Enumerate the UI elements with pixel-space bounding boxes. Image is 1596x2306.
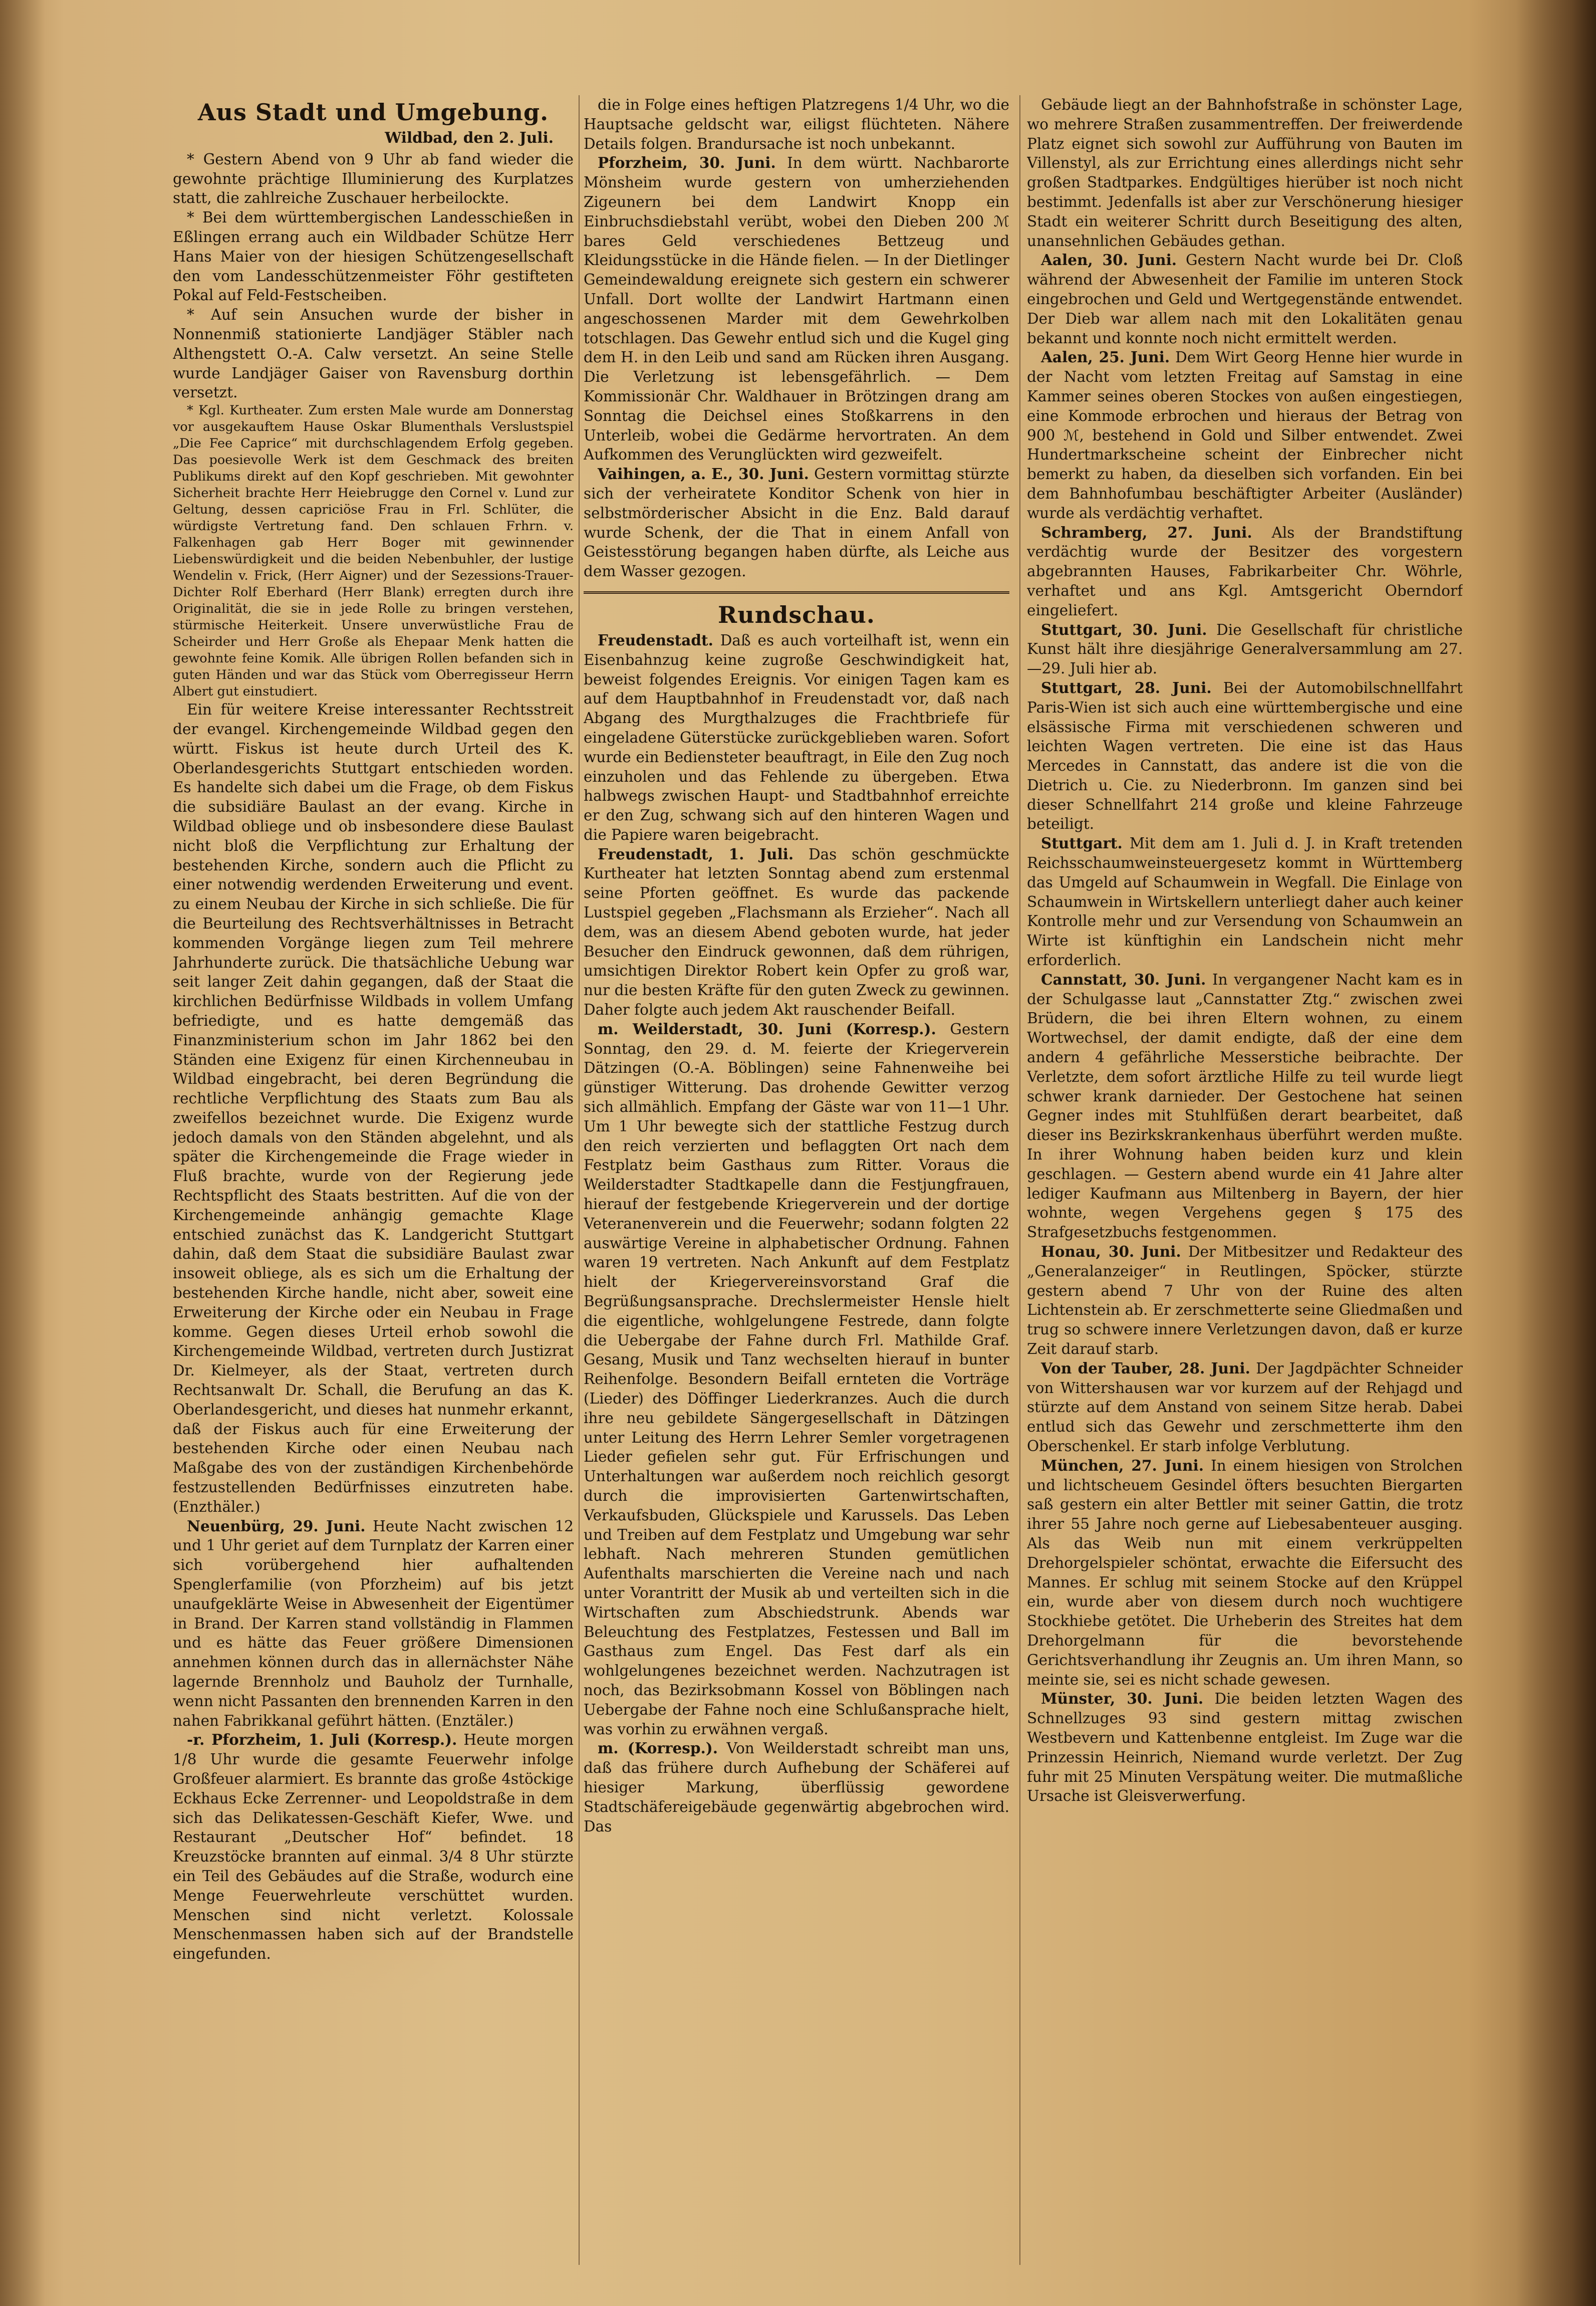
article-paragraph — [1027, 970, 1463, 1242]
article-dateline: Aalen, 30. Juni. — [1041, 251, 1177, 269]
article-paragraph — [1027, 1359, 1463, 1456]
article-text: Gestern vormittag stürzte sich der verheiratete Konditor Schenk von hier in selbstmörderischer Absicht in die Enz. Bald darauf wurde Schenk, der die That in einem Anfall von Geistesstörung begangen haben dürfte, als Leiche aus dem Wasser gezogen. — [584, 466, 1009, 580]
article-dateline: München, 27. Juni. — [1041, 1456, 1204, 1474]
article-paragraph — [173, 208, 574, 305]
article-text: In vergangener Nacht kam es in der Schulgasse laut „Cannstatter Ztg.“ zwischen zwei Brüdern, die bei ihren Eltern wohnen, zu einem Wortwechsel, der damit endigte, daß der eine dem andern 4 gefährliche Messerstiche beibrachte. Der Verletzte, dem sofort ärztliche Hilfe zu teil wurde liegt schwer krank darnieder. Der Gestochene hat seinen Gegner indes mit Stuhlfüßen derart bearbeitet, daß dieser ins Bezirkskrankenhaus überführt werden mußte. In ihrer Wohnung haben beiden kurz und klein geschlagen. — Gestern abend wurde ein 41 Jahre alter lediger Kaufmann aus Miltenberg in Bayern, der hier wohnte, wegen Vergehens gegen § 175 des Strafgesetzbuchs festgenommen. — [1027, 971, 1463, 1241]
article-paragraph — [173, 1517, 574, 1731]
article-dateline: Stuttgart, 30. Juni. — [1041, 620, 1207, 638]
article-dateline: Freudenstadt, 1. Juli. — [598, 845, 794, 863]
section-divider — [584, 591, 1009, 594]
article-paragraph — [173, 150, 574, 208]
article-text: Daß es auch vorteilhaft ist, wenn ein Eisenbahnzug keine zugroße Geschwindigkeit hat, beweist folgendes Ereignis. Vor einigen Tagen kam es auf dem Hauptbahnhof in Freudenstadt vor, daß nach Abgang des Murgthalzuges die Frachtbriefe für eingeladene Güterstücke zurückgeblieben waren. Sofort wurde ein Bediensteter beauftragt, in Eile den Zug noch einzuholen und das Fehlende zu übergeben. Etwa halbwegs zwischen Haupt- und Stadtbahnhof erreichte er den Zug, schwang sich auf den hinteren Wagen und die Papiere waren beigebracht. — [584, 631, 1009, 843]
section-title: Aus Stadt und Umgebung. — [197, 99, 549, 126]
article-paragraph — [1027, 1456, 1463, 1690]
article-text: Ein für weitere Kreise interessanter Rechtsstreit der evangel. Kirchengemeinde Wildbad gegen den württ. Fiskus ist heute durch Urteil des K. Oberlandesgerichts Stuttgart entschieden worden. Es handelte sich dabei um die Frage, ob dem Fiskus die subsidiäre Baulast an der evang. Kirche in Wildbad obliege und ob insbesondere diese Baulast nicht bloß die Verpflichtung zur Erhaltung der bestehenden Kirche, sondern auch die Pflicht zu einer notwendig werdenden Erweiterung und event. zu einem Neubau der Kirche in sich schließe. Die für die Beurteilung des Rechtsverhältnisses in Betracht kommenden Vorgänge liegen zum Teil mehrere Jahrhunderte zurück. Die thatsächliche Uebung war seit langer Zeit dahin gegangen, daß der Staat die kirchlichen Bedürfnisse Wildbads in vollem Umfang befriedigte, und es hatte demgemäß das Finanzministerium schon im Jahr 1862 bei den Ständen eine Exigenz für einen Kirchenneubau in Wildbad eingebracht, bei deren Begründung die rechtliche Verpflichtung des Staats zum Bau als zweifellos bezeichnet wurde. Die Exigenz wurde jedoch damals von den Ständen abgelehnt, und als später die Kirchengemeinde die Frage wieder in Fluß brachte, wurde von der Regierung jede Rechtspflicht des Staats bestritten. Auf die von der Kirchengemeinde anhängig gemachte Klage entschied zunächst das K. Landgericht Stuttgart dahin, daß dem Staat die subsidiäre Baulast zwar insoweit obliege, als es sich um die Erhaltung der bestehenden Kirche handle, nicht aber, soweit eine Erweiterung der Kirche oder ein Neubau in Frage komme. Gegen dieses Urteil erhob sowohl die Kirchengemeinde Wildbad, vertreten durch Justizrat Dr. Kielmeyer, als der Staat, vertreten durch Rechtsanwalt Dr. Schall, die Berufung an das K. Oberlandesgericht, und dieses hat nunmehr erkannt, daß der Fiskus auch für eine Erweiterung der bestehenden Kirche oder einen Neubau nach Maßgabe des von der zuständigen Kirchenbehörde festzustellenden Bedürfnisses einzutreten habe. (Enzthäler.) — [173, 701, 574, 1515]
article-paragraph — [1027, 678, 1463, 834]
article-paragraph — [1027, 523, 1463, 620]
article-dateline: m. Weilderstadt, 30. Juni (Korresp.). — [598, 1020, 936, 1038]
article-list — [173, 150, 574, 1964]
article-dateline: Von der Tauber, 28. Juni. — [1041, 1359, 1250, 1377]
column-3 — [1027, 95, 1463, 2265]
article-text: * Gestern Abend von 9 Uhr ab fand wieder die gewohnte prächtige Illuminierung des Kurplatzes statt, die zahlreiche Zuschauer herbeilockte. — [173, 150, 574, 207]
article-dateline: Honau, 30. Juni. — [1041, 1243, 1181, 1261]
article-paragraph — [584, 465, 1009, 581]
article-dateline: Münster, 30. Juni. — [1041, 1690, 1204, 1708]
article-text: * Bei dem württembergischen Landesschießen in Eßlingen errang auch ein Wildbader Schütze Herr Hans Maier von der hiesigen Schützengesellschaft den vom Landesschützenmeister Föhr gestifteten Pokal auf Feld-Festscheiben. — [173, 209, 574, 304]
section-title: Rundschau. — [718, 601, 875, 628]
article-paragraph — [1027, 251, 1463, 348]
article-paragraph — [1027, 834, 1463, 970]
article-paragraph — [173, 1730, 574, 1964]
article-text: Dem Wirt Georg Henne hier wurde in der Nacht vom letzten Freitag auf Samstag in eine Kammer seines oberen Stockes von außen eingestiegen, eine Kommode erbrochen und hieraus der Betrag von 900 ℳ, bestehend in Gold und Silber entwendet. Zwei Hundertmarkscheine scheint der Einbrecher nicht bemerkt zu haben, da dieselben sich vorfanden. Ein bei dem Bahnhofumbau beschäftigter Arbeiter (Ausländer) wurde als verdächtig verhaftet. — [1027, 349, 1463, 522]
article-paragraph — [584, 1020, 1009, 1739]
article-list — [584, 95, 1009, 581]
article-paragraph — [584, 631, 1009, 845]
article-text: In einem hiesigen von Strolchen und lichtscheuem Gesindel öfters besuchten Biergarten saß gestern ein alter Bettler mit seiner Gattin, die trotz ihrer 55 Jahre noch gerne auf Liebesabenteuer ausging. Als das Weib nun mit einem verkrüppelten Drehorgelspieler schöntat, erwachte die Eifersucht des Mannes. Er schlug mit seinem Stocke auf den Krüppel ein, wurde aber von diesem durch noch wuchtigere Stockhiebe getötet. Die Urheberin des Streites hat dem Drehorgelmann für die bevorstehende Gerichtsverhandlung ihr Zeugnis an. Um ihren Mann, so meinte sie, sei es nicht schade gewesen. — [1027, 1457, 1463, 1688]
article-paragraph — [1027, 1242, 1463, 1359]
article-text: In dem württ. Nachbarorte Mönsheim wurde gestern von umherziehenden Zigeunern bei dem Landwirt Knopp ein Einbruchsdiebstahl verübt, wobei den Dieben 200 ℳ bares Geld verschiedenes Bettzeug und Kleidungsstücke in die Hände fielen. — In der Dietlinger Gemeindewaldung ereignete sich gestern ein schwerer Unfall. Dort wollte der Landwirt Hartmann einen angeschossenen Marder mit dem Gewehrkolben totschlagen. Das Gewehr entlud sich und die Kugel ging dem H. in den Leib und sand am Rücken ihren Ausgang. Die Verletzung ist lebensgefährlich. — Dem Kommissionär Chr. Waldhauer in Brötzingen drang am Sonntag die Deichsel eines Stoßkarrens in den Unterleib, wobei die Gedärme hervortraten. An dem Aufkommen des Verunglückten wird gezweifelt. — [584, 154, 1009, 464]
article-dateline: Freudenstadt. — [598, 631, 713, 649]
article-dateline: Stuttgart. — [1041, 834, 1123, 852]
article-text: Das schön geschmückte Kurtheater hat letzten Sonntag abend zum erstenmal seine Pforten geöffnet. Es wurde das packende Lustspiel gegeben „Flachsmann als Erzieher“. Nach all dem, was an diesem Abend geboten wurde, hat jeder Besucher den Eindruck gewonnen, daß dem rührigen, umsichtigen Direktor Robert kein Opfer zu groß war, nur die besten Kräfte für den guten Zweck zu gewinnen. Daher folgte auch jedem Akt rauschender Beifall. — [584, 845, 1009, 1019]
article-paragraph — [1027, 1689, 1463, 1806]
article-paragraph — [584, 95, 1009, 153]
article-text: Bei der Automobilschnellfahrt Paris-Wien ist sich auch eine württembergische und eine elsässische Firma mit verschiedenen schweren und leichten Wagen vertreten. Die eine ist das Haus Mercedes in Cannstatt, das andere ist die von die Dietrich u. Cie. zu Niederbronn. Im ganzen sind bei dieser Schnellfahrt 214 große und kleine Fahrzeuge beteiligt. — [1027, 679, 1463, 833]
article-paragraph — [1027, 620, 1463, 678]
article-text: Heute morgen 1/8 Uhr wurde die gesamte Feuerwehr infolge Großfeuer alarmiert. Es brannte das große 4stöckige Eckhaus Ecke Zerrenner- und Leopoldstraße in dem sich das Delikatessen-Geschäft Kiefer, Wwe. und Restaurant „Deutscher Hof“ befindet. 18 Kreuzstöcke brannten auf einmal. 3/4 8 Uhr stürzte ein Teil des Gebäudes auf die Straße, wodurch eine Menge Feuerwehrleute verschüttet wurden. Menschen sind nicht verletzt. Kolossale Menschenmassen haben sich auf der Brandstelle eingefunden. — [173, 1731, 574, 1963]
article-dateline: Cannstatt, 30. Juni. — [1041, 970, 1206, 988]
article-paragraph — [173, 305, 574, 402]
article-paragraph — [1027, 95, 1463, 251]
column-1 — [173, 95, 574, 2265]
column-rule — [579, 95, 580, 2265]
article-paragraph — [584, 1739, 1009, 1836]
article-text: Heute Nacht zwischen 12 und 1 Uhr geriet auf dem Turnplatz der Karren einer sich vorübergehend hier aufhaltenden Spenglerfamilie (von Pforzheim) auf bis jetzt unaufgeklärte Weise in Abwesenheit der Eigentümer in Brand. Der Karren stand vollständig in Flammen und es hätte das Feuer größere Dimensionen annehmen können durch das in allernächster Nähe lagernde Brennholz und Bauholz der Turnhalle, wenn nicht Passanten den brennenden Karren in den nahen Fabrikkanal geführt hätten. (Enztäler.) — [173, 1517, 574, 1729]
article-dateline: Pforzheim, 30. Juni. — [598, 154, 776, 172]
article-text: Gebäude liegt an der Bahnhofstraße in schönster Lage, wo mehrere Straßen zusammentreffen. Der freiwerdende Platz eignet sich sowohl zur Aufführung von Bauten im Villenstyl, als zur Errichtung eines allerdings nicht sehr großen Stadtparkes. Endgültiges hierüber ist noch nicht bestimmt. Jedenfalls ist aber zur Verschönerung hiesiger Stadt ein weiterer Schritt durch Beseitigung des alten, unansehnlichen Gebäudes gethan. — [1027, 96, 1463, 250]
article-dateline: Aalen, 25. Juni. — [1041, 348, 1170, 366]
article-text: Als der Brandstiftung verdächtig wurde der Besitzer des vorgestern abgebrannten Hauses, Fabrikarbeiter Chr. Wöhrle, verhaftet und ans Kgl. Amtsgericht Oberndorf eingeliefert. — [1027, 524, 1463, 619]
article-text: Gestern Sonntag, den 29. d. M. feierte der Kriegerverein Dätzingen (O.-A. Böblingen) seine Fahnenweihe bei günstiger Witterung. Das drohende Gewitter verzog sich allmählich. Empfang der Gäste war von 11—1 Uhr. Um 1 Uhr bewegte sich der stattliche Festzug durch den reich verzierten und beflaggten Ort nach dem Festplatz beim Gasthaus zum Ritter. Voraus die Weilderstadter Stadtkapelle dann die Festjungfrauen, hierauf der festgebende Kriegerverein und der dortige Veteranenverein und die Feuerwehr; sodann folgten 22 auswärtige Vereine in alphabetischer Ordnung. Fahnen waren 19 vertreten. Nach Ankunft auf dem Festplatz hielt der Kriegervereinsvorstand Graf die Begrüßungsansprache. Drechslermeister Hensle hielt die eigentliche, wohlgelungene Festrede, dann folgte die Uebergabe der Fahne durch Frl. Mathilde Graf. Gesang, Musik und Tanz wechselten hierauf in bunter Reihenfolge. Besondern Beifall ernteten die Vorträge (Lieder) des Döffinger Liederkranzes. Auch die durch ihre neu gebildete Sängergesellschaft in Dätzingen unter Leitung des Herrn Lehrer Semler vorgetragenen Lieder gefielen sehr gut. Für Erfrischungen und Unterhaltungen war außerdem noch reichlich gesorgt durch die improvisierten Gartenwirtschaften, Verkaufsbuden, Glückspiele und Karussels. Das Leben und Treiben auf dem Festplatz und Umgebung war sehr lebhaft. Nach mehreren Stunden gemütlichen Aufenthalts marschierten die Vereine nach und nach unter Vorantritt der Musik ab und verteilten sich in die Wirtschaften zum Abschiedstrunk. Abends war Beleuchtung des Festplatzes, Festessen und Ball im Gasthaus zum Engel. Das Fest darf als ein wohlgelungenes bezeichnet werden. Nachzutragen ist noch, das Bezirksobmann Kossel von Böblingen nach Uebergabe der Fahne noch eine Schlußansprache hielt, was vorhin zu erwähnen vergaß. — [584, 1020, 1009, 1738]
article-paragraph — [173, 700, 574, 1516]
article-paragraph — [584, 845, 1009, 1020]
article-paragraph — [173, 402, 574, 700]
dateline: Wildbad, den 2. Juli. — [385, 129, 554, 146]
article-text: die in Folge eines heftigen Platzregens 1/4 Uhr, wo die Hauptsache geldscht war, eiligst flüchteten. Nähere Details folgen. Brandursache ist noch unbekannt. — [584, 96, 1009, 152]
article-paragraph — [584, 153, 1009, 465]
page-edge-shadow-left — [0, 0, 45, 2306]
article-dateline: Neuenbürg, 29. Juni. — [187, 1517, 366, 1535]
column-2 — [584, 95, 1009, 2265]
article-text: * Auf sein Ansuchen wurde der bisher in Nonnenmiß stationierte Landjäger Stäbler nach Althengstett O.-A. Calw versetzt. An seine Stelle wurde Landjäger Gaiser von Ravensburg dorthin versetzt. — [173, 306, 574, 401]
article-dateline: -r. Pforzheim, 1. Juli (Korresp.). — [187, 1731, 457, 1749]
article-paragraph — [1027, 348, 1463, 523]
article-text: Gestern Nacht wurde bei Dr. Cloß während der Abwesenheit der Familie im unteren Stock eingebrochen und Geld und Wertgegenstände entwendet. Der Dieb war allem nach mit den Lokalitäten genau bekannt und konnte noch nicht ermittelt werden. — [1027, 252, 1463, 347]
article-text: Der Mitbesitzer und Redakteur des „Generalanzeiger“ in Reutlingen, Spöcker, stürzte gestern abend 7 Uhr von der Ruine des alten Lichtenstein ab. Er zerschmetterte seine Gliedmaßen und trug so schwere innere Verletzungen davon, daß er kurze Zeit darauf starb. — [1027, 1243, 1463, 1357]
article-list — [584, 631, 1009, 1836]
article-text: Die Gesellschaft für christliche Kunst hält ihre diesjährige Generalversammlung am 27.—29. Juli hier ab. — [1027, 621, 1463, 677]
article-dateline: Vaihingen, a. E., 30. Juni. — [598, 465, 809, 483]
article-list — [1027, 95, 1463, 1806]
article-text: Die beiden letzten Wagen des Schnellzuges 93 sind gestern mittag zwischen Westbevern und Kattenbenne entgleist. Im Zuge war die Prinzessin Heinrich, Niemand wurde verletzt. Der Zug fuhr mit 25 Minuten Verspätung weiter. Die mutmaßliche Ursache ist Gleisverwerfung. — [1027, 1690, 1463, 1805]
page-edge-shadow-right — [1516, 0, 1596, 2306]
article-text: Von Weilderstadt schreibt man uns, daß das frühere durch Aufhebung der Schäferei auf hiesiger Markung, überflüssig gewordene Stadtschäfereigebäude gegenwärtig abgebrochen wird. Das — [584, 1740, 1009, 1835]
article-text: Mit dem am 1. Juli d. J. in Kraft tretenden Reichsschaumweinsteuergesetz kommt in Württemberg das Umgeld auf Schaumwein in Wegfall. Die Einlage von Schaumwein in Wirtskellern unterliegt daher auch keiner Kontrolle mehr und zur Versendung von Schaumwein an Wirte ist künftighin ein Landschein nicht mehr erforderlich. — [1027, 835, 1463, 969]
article-dateline: m. (Korresp.). — [598, 1739, 718, 1757]
article-text: * Kgl. Kurtheater. Zum ersten Male wurde am Donnerstag vor ausgekauftem Hause Oskar Blumenthals Verslustspiel „Die Fee Caprice“ mit durchschlagendem Erfolg gegeben. Das poesievolle Werk ist dem Geschmack des breiten Publikums direkt auf den Kopf geschrieben. Mit gewohnter Sicherheit brachte Herr Heiebrugge den Cornel v. Lund zur Geltung, dessen capriciöse Frau in Frl. Schlüter, die würdigste Vertretung fand. Den schlauen Frhrn. v. Falkenhagen gab Herr Boger mit gewinnender Liebenswürdigkeit und die beiden Nebenbuhler, der lustige Wendelin v. Frick, (Herr Aigner) und der Sezessions-Trauer-Dichter Rolf Eberhard (Herr Blank) erregten durch ihre Originalität, die sie in jede Rolle zu bringen verstehen, stürmische Heiterkeit. Unsere unverwüstliche Frau de Scheirder und Herr Große als Ehepaar Menk hatten die gewohnte feine Komik. Alle übrigen Rollen befanden sich in guten Händen und war das Stück vom Oberregisseur Herrn Albert gut einstudiert. — [173, 403, 574, 700]
article-dateline: Schramberg, 27. Juni. — [1041, 523, 1252, 541]
article-dateline: Stuttgart, 28. Juni. — [1041, 678, 1212, 697]
article-text: Der Jagdpächter Schneider von Wittershausen war vor kurzem auf der Rehjagd und stürzte auf dem Anstand von seinem Sitze herab. Dabei entlud sich das Gewehr und zerschmetterte ihm den Oberschenkel. Er starb infolge Verblutung. — [1027, 1359, 1463, 1455]
column-rule — [1019, 95, 1020, 2265]
